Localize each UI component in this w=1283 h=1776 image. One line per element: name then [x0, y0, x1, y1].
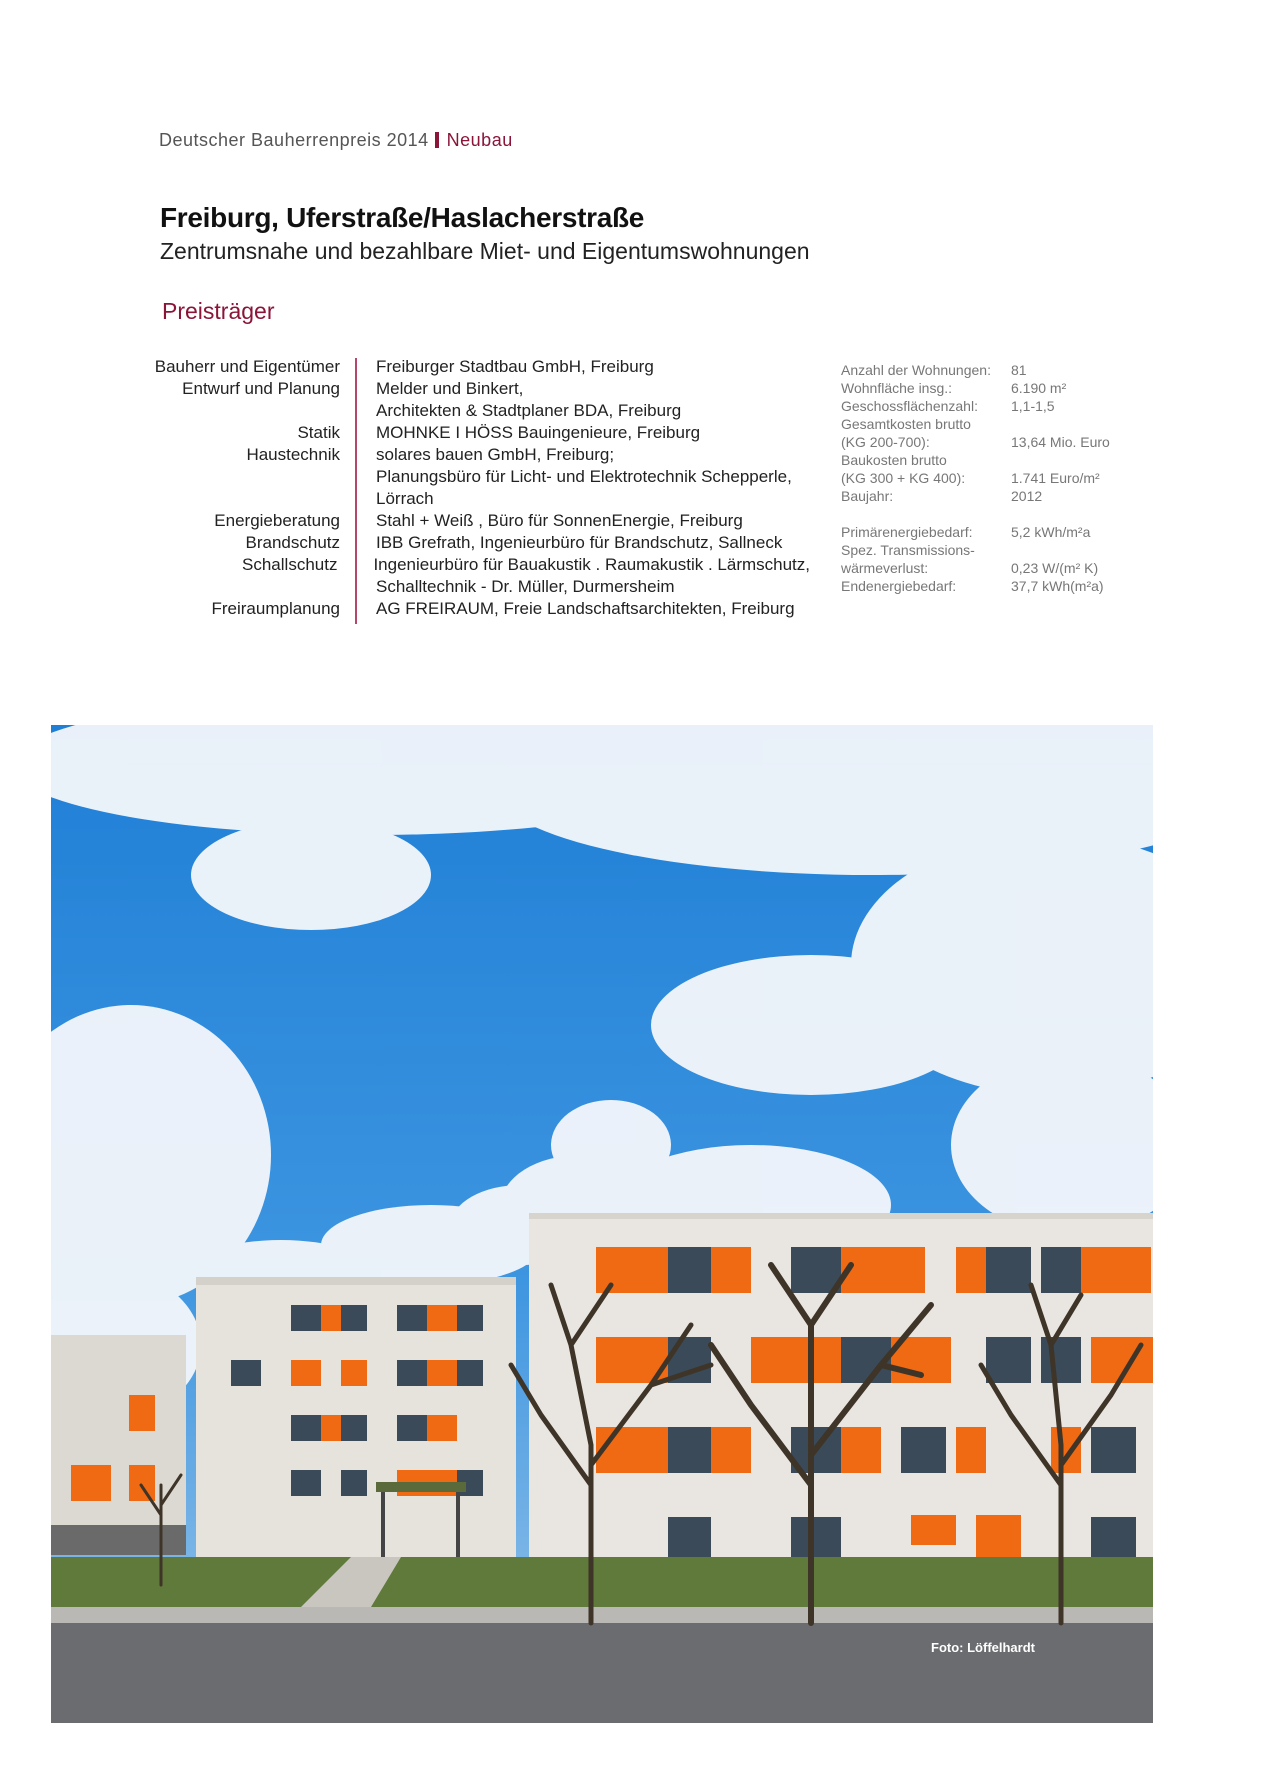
credit-row — [150, 466, 810, 488]
fact-key: (KG 300 + KG 400): — [841, 470, 966, 486]
fact-value: 2012 — [1011, 488, 1043, 504]
credit-role: Statik — [297, 423, 340, 442]
credit-row — [150, 444, 810, 466]
fact-key: Baukosten brutto — [841, 452, 947, 468]
sidewalk — [51, 1607, 1153, 1623]
fact-key — [841, 505, 1011, 523]
credit-role — [150, 576, 356, 598]
credit-row — [150, 488, 810, 510]
credits-divider — [355, 358, 357, 624]
header-prefix: Deutscher Bauherrenpreis 2014 — [159, 130, 429, 150]
credit-role — [150, 488, 356, 510]
credit-org: Lörrach — [376, 489, 434, 508]
fact-row — [841, 469, 1141, 487]
page-title: Freiburg, Uferstraße/Haslacherstraße — [160, 202, 645, 233]
fact-row — [841, 451, 1141, 469]
credit-role: Brandschutz — [245, 533, 340, 552]
fact-key: Baujahr: — [841, 488, 894, 504]
credit-org: AG FREIRAUM, Freie Landschaftsarchitekten, Freiburg — [376, 599, 795, 618]
credit-row — [150, 400, 810, 422]
road — [51, 1623, 1153, 1723]
credit-row — [150, 532, 810, 554]
credit-org: Schalltechnik - Dr. Müller, Durmersheim — [376, 577, 675, 596]
middle-building — [196, 1277, 516, 1557]
credit-role — [150, 466, 356, 488]
credit-row — [150, 576, 810, 598]
fact-value: 0,23 W/(m² K) — [1011, 560, 1099, 576]
page-subtitle: Zentrumsnahe und bezahlbare Miet- und Eigentumswohnungen — [160, 238, 810, 264]
fact-key: Spez. Transmissions- — [841, 542, 975, 558]
credit-role: Bauherr und Eigentümer — [154, 357, 340, 376]
fact-row — [841, 559, 1141, 577]
running-header — [159, 130, 513, 151]
fact-key: Endenergiebedarf: — [841, 578, 957, 594]
fact-key: Geschossflächenzahl: — [841, 398, 978, 414]
credit-row — [150, 378, 810, 400]
credit-role: Energieberatung — [214, 511, 340, 530]
fact-value: 37,7 kWh(m²a) — [1011, 578, 1104, 594]
credit-role: Haustechnik — [246, 445, 340, 464]
fact-key: wärmeverlust: — [841, 560, 929, 576]
credit-org: Freiburger Stadtbau GmbH, Freiburg — [376, 357, 654, 376]
credit-org: solares bauen GmbH, Freiburg; — [376, 445, 615, 464]
fact-value: 6.190 m² — [1011, 380, 1067, 396]
award-label: Preisträger — [162, 298, 275, 324]
credit-row — [150, 356, 810, 378]
fact-row — [841, 361, 1141, 379]
credits-list — [150, 356, 810, 620]
fact-row — [841, 577, 1141, 595]
credit-org: MOHNKE I HÖSS Bauingenieure, Freiburg — [376, 423, 701, 442]
fact-row — [841, 379, 1141, 397]
lawn — [51, 1557, 1153, 1607]
credit-org: Stahl + Weiß , Büro für SonnenEnergie, Freiburg — [376, 511, 743, 530]
fact-row — [841, 541, 1141, 559]
fact-key: (KG 200-700): — [841, 434, 930, 450]
fact-value: 81 — [1011, 362, 1027, 378]
credit-row — [150, 510, 810, 532]
credit-row — [150, 422, 810, 444]
fact-row — [841, 523, 1141, 541]
photo-credit: Foto: Löffelhardt — [931, 1640, 1035, 1655]
fact-value: 1.741 Euro/m² — [1011, 470, 1100, 486]
fact-key: Anzahl der Wohnungen: — [841, 362, 991, 378]
credit-org: Planungsbüro für Licht- und Elektrotechnik Schepperle, — [376, 467, 792, 486]
credit-role: Freiraumplanung — [211, 599, 340, 618]
fact-row — [841, 487, 1141, 505]
credit-role: Entwurf und Planung — [182, 379, 340, 398]
fact-row — [841, 397, 1141, 415]
credit-org: Ingenieurbüro für Bauakustik . Raumakustik . Lärmschutz, — [373, 555, 810, 574]
fact-row — [841, 415, 1141, 433]
credit-row — [150, 554, 810, 576]
fact-value: 5,2 kWh/m²a — [1011, 524, 1091, 540]
project-facts — [841, 361, 1141, 595]
building-photo — [51, 725, 1153, 1723]
fact-row — [841, 433, 1141, 451]
credit-org: IBB Grefrath, Ingenieurbüro für Brandschutz, Sallneck — [376, 533, 783, 552]
fact-value: 13,64 Mio. Euro — [1011, 434, 1110, 450]
credit-org: Melder und Binkert, — [376, 379, 524, 398]
credit-role — [150, 400, 356, 422]
credit-org: Architekten & Stadtplaner BDA, Freiburg — [376, 401, 682, 420]
fact-row — [841, 505, 1141, 523]
header-divider — [435, 132, 439, 148]
fact-key: Gesamtkosten brutto — [841, 416, 971, 432]
photo-illustration — [51, 725, 1153, 1723]
fact-key: Wohnfläche insg.: — [841, 380, 953, 396]
left-building — [51, 1335, 186, 1555]
credit-row — [150, 598, 810, 620]
credit-role: Schallschutz — [242, 555, 338, 574]
header-section: Neubau — [446, 130, 513, 150]
fact-key: Primärenergiebedarf: — [841, 524, 973, 540]
fact-value: 1,1-1,5 — [1011, 398, 1055, 414]
